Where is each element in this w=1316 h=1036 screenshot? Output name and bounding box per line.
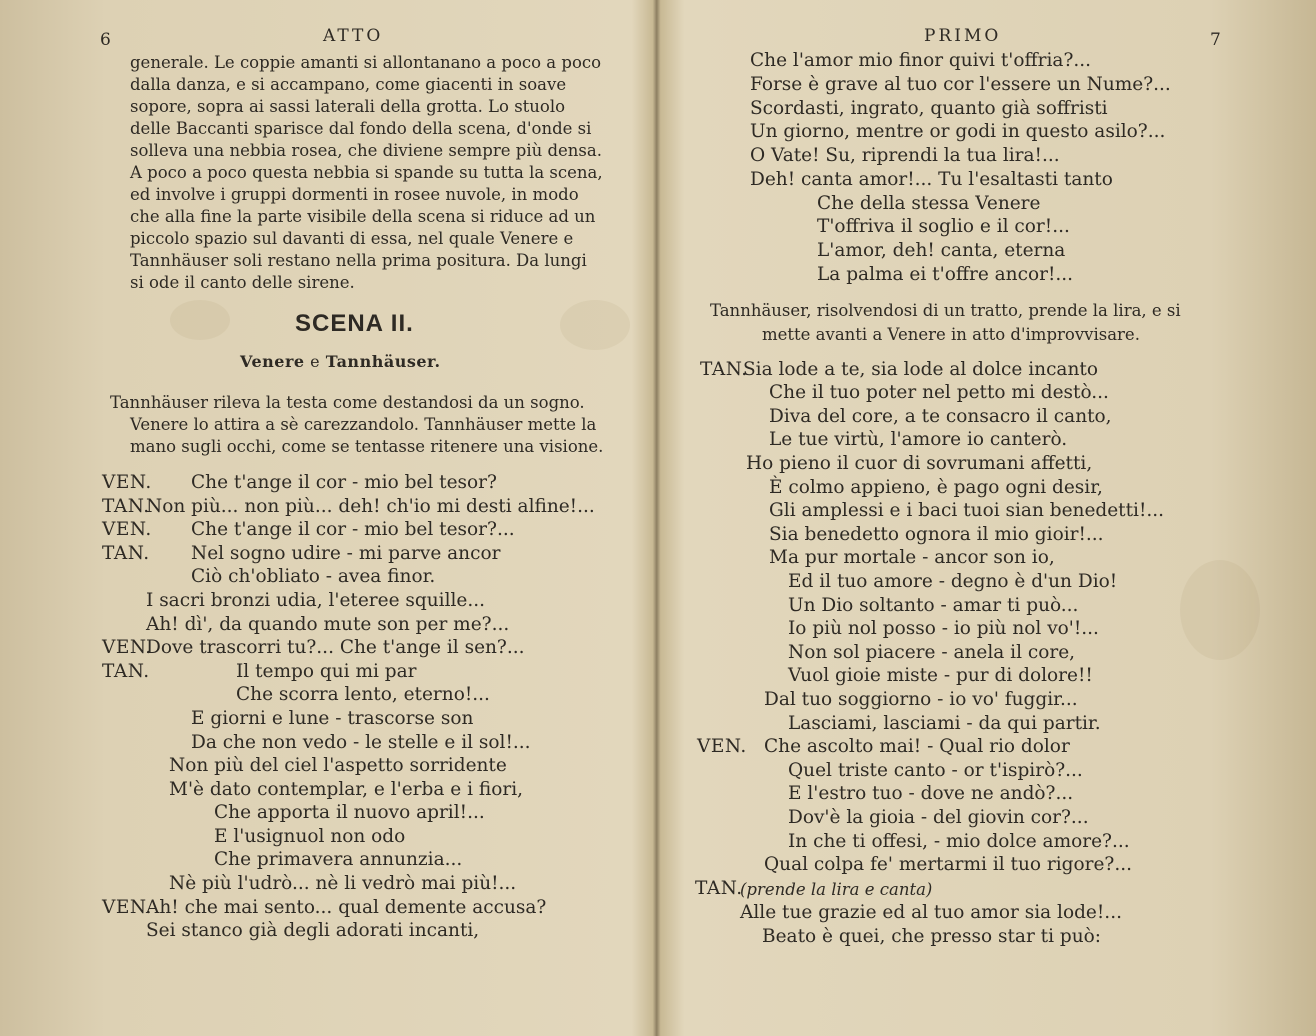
verse-line: O Vate! Su, riprendi la tua lira!... xyxy=(750,145,1060,166)
text-line: si ode il canto delle sirene. xyxy=(130,273,355,292)
verse-line: Vuol gioie miste - pur di dolore!! xyxy=(788,665,1093,686)
verse-line: Alle tue grazie ed al tuo amor sia lode!... xyxy=(740,902,1122,923)
verse-line: Che l'amor mio finor quivi t'offria?... xyxy=(750,50,1092,71)
verse-line: Dal tuo soggiorno - io vo' fuggir... xyxy=(764,689,1078,710)
conjunction: e xyxy=(304,352,326,371)
verse-line: Nè più l'udrò... nè li vedrò mai più!... xyxy=(169,873,517,894)
verse-line: Deh! canta amor!... Tu l'esaltasti tanto xyxy=(750,169,1113,190)
verse-line: E l'estro tuo - dove ne andò?... xyxy=(788,783,1074,804)
verse-line: Che della stessa Venere xyxy=(817,193,1041,214)
speaker-label: TAN. xyxy=(700,359,748,380)
verse-line: M'è dato contemplar, e l'erba e i fiori, xyxy=(169,779,524,800)
verse-line: Ed il tuo amore - degno è d'un Dio! xyxy=(788,571,1118,592)
verse-line: Sia benedetto ognora il mio gioir!... xyxy=(769,524,1104,545)
verse-line: In che ti offesi, - mio dolce amore?... xyxy=(788,831,1130,852)
page-header: ATTO xyxy=(323,26,384,46)
verse-line: Scordasti, ingrato, quanto già soffristi xyxy=(750,98,1108,119)
text-line: ed involve i gruppi dormenti in rosee nuvole, in modo xyxy=(130,185,579,204)
verse-line: L'amor, deh! canta, eterna xyxy=(817,240,1066,261)
text-line: mette avanti a Venere in atto d'improvvisare. xyxy=(762,325,1140,344)
page-number: 7 xyxy=(1210,30,1221,50)
speaker-label: VEN. xyxy=(102,637,152,658)
verse-line: Non più... non più... deh! ch'io mi desti alfine!... xyxy=(146,496,595,517)
verse-line: Sia lode a te, sia lode al dolce incanto xyxy=(743,359,1098,380)
left-page xyxy=(0,0,650,1036)
text-line: mano sugli occhi, come se tentasse ritenere una visione. xyxy=(130,437,604,456)
stage-direction-inline: (prende la lira e canta) xyxy=(740,880,933,899)
speaker-label: VEN. xyxy=(102,472,152,493)
verse-line: Ma pur mortale - ancor son io, xyxy=(769,547,1055,568)
verse-line: Sei stanco già degli adorati incanti, xyxy=(146,920,480,941)
character-tannhauser: Tannhäuser. xyxy=(325,352,441,371)
page-header: PRIMO xyxy=(924,26,1002,46)
character-venere: Venere xyxy=(240,352,305,371)
verse-line: Un Dio soltanto - amar ti può... xyxy=(788,595,1079,616)
speaker-label: VEN. xyxy=(697,736,747,757)
text-line: solleva una nebbia rosea, che diviene sempre più densa. xyxy=(130,141,602,160)
text-line: Tannhäuser soli restano nella prima positura. Da lungi xyxy=(130,251,587,270)
verse-line: Ah! dì', da quando mute son per me?... xyxy=(146,614,510,635)
verse-line: Che ascolto mai! - Qual rio dolor xyxy=(764,736,1070,757)
verse-line: E l'usignuol non odo xyxy=(214,826,406,847)
verse-line: Gli amplessi e i baci tuoi sian benedetti!... xyxy=(769,500,1165,521)
verse-line: Che t'ange il cor - mio bel tesor?... xyxy=(191,519,515,540)
text-line: Tannhäuser rileva la testa come destandosi da un sogno. xyxy=(110,393,585,412)
verse-line: Qual colpa fe' mertarmi il tuo rigore?... xyxy=(764,854,1132,875)
verse-line: Io più nol posso - io più nol vo'!... xyxy=(788,618,1099,639)
text-line: Tannhäuser, risolvendosi di un tratto, prende la lira, e si xyxy=(710,301,1181,320)
speaker-label: VEN. xyxy=(102,897,152,918)
speaker-label: TAN. xyxy=(102,496,150,517)
text-line: generale. Le coppie amanti si allontanano a poco a poco xyxy=(130,53,602,72)
text-line: che alla fine la parte visibile della scena si riduce ad un xyxy=(130,207,596,226)
verse-line: Che scorra lento, eterno!... xyxy=(236,684,490,705)
text-line: Venere lo attira a sè carezzandolo. Tannhäuser mette la xyxy=(130,415,597,434)
right-page xyxy=(662,0,1316,1036)
scene-characters xyxy=(240,352,441,371)
verse-line: Che apporta il nuovo april!... xyxy=(214,802,485,823)
verse-line: Dove trascorri tu?... Che t'ange il sen?... xyxy=(146,637,525,658)
verse-line: Beato è quei, che presso star ti può: xyxy=(762,926,1102,947)
speaker-label: VEN. xyxy=(102,519,152,540)
verse-line: Nel sogno udire - mi parve ancor xyxy=(191,543,501,564)
verse-line: Che primavera annunzia... xyxy=(214,849,463,870)
verse-line: Forse è grave al tuo cor l'essere un Nume?... xyxy=(750,74,1171,95)
verse-line: Non più del ciel l'aspetto sorridente xyxy=(169,755,507,776)
verse-line: Ciò ch'obliato - avea finor. xyxy=(191,566,436,587)
verse-line: La palma ei t'offre ancor!... xyxy=(817,264,1074,285)
verse-line: È colmo appieno, è pago ogni desir, xyxy=(769,477,1103,498)
verse-line: Un giorno, mentre or godi in questo asilo?... xyxy=(750,121,1166,142)
verse-line: Diva del core, a te consacro il canto, xyxy=(769,406,1112,427)
verse-line: Ho pieno il cuor di sovrumani affetti, xyxy=(746,453,1093,474)
text-line: delle Baccanti sparisce dal fondo della scena, d'onde si xyxy=(130,119,592,138)
page-number: 6 xyxy=(100,30,111,50)
verse-line: Che il tuo poter nel petto mi destò... xyxy=(769,382,1109,403)
speaker-label: TAN. xyxy=(102,661,150,682)
verse-line: Il tempo qui mi par xyxy=(236,661,417,682)
verse-line: Che t'ange il cor - mio bel tesor? xyxy=(191,472,497,493)
text-line: dalla danza, e si accampano, come giacenti in soave xyxy=(130,75,567,94)
verse-line: Da che non vedo - le stelle e il sol!... xyxy=(191,732,531,753)
verse-line: Ah! che mai sento... qual demente accusa? xyxy=(146,897,547,918)
speaker-label: TAN. xyxy=(695,878,743,899)
verse-line: I sacri bronzi udia, l'eteree squille... xyxy=(146,590,486,611)
verse-line: E giorni e lune - trascorse son xyxy=(191,708,474,729)
verse-line: T'offriva il soglio e il cor!... xyxy=(817,216,1070,237)
verse-line: Dov'è la gioia - del giovin cor?... xyxy=(788,807,1089,828)
verse-line: Non sol piacere - anela il core, xyxy=(788,642,1076,663)
text-line: A poco a poco questa nebbia si spande su tutta la scena, xyxy=(130,163,603,182)
speaker-label: TAN. xyxy=(102,543,150,564)
text-line: piccolo spazio sul davanti di essa, nel quale Venere e xyxy=(130,229,574,248)
verse-line: Le tue virtù, l'amore io canterò. xyxy=(769,429,1068,450)
scene-title: SCENA II. xyxy=(295,310,414,337)
verse-line: Quel triste canto - or t'ispirò?... xyxy=(788,760,1083,781)
verse-line: Lasciami, lasciami - da qui partir. xyxy=(788,713,1101,734)
text-line: sopore, sopra ai sassi laterali della grotta. Lo stuolo xyxy=(130,97,566,116)
